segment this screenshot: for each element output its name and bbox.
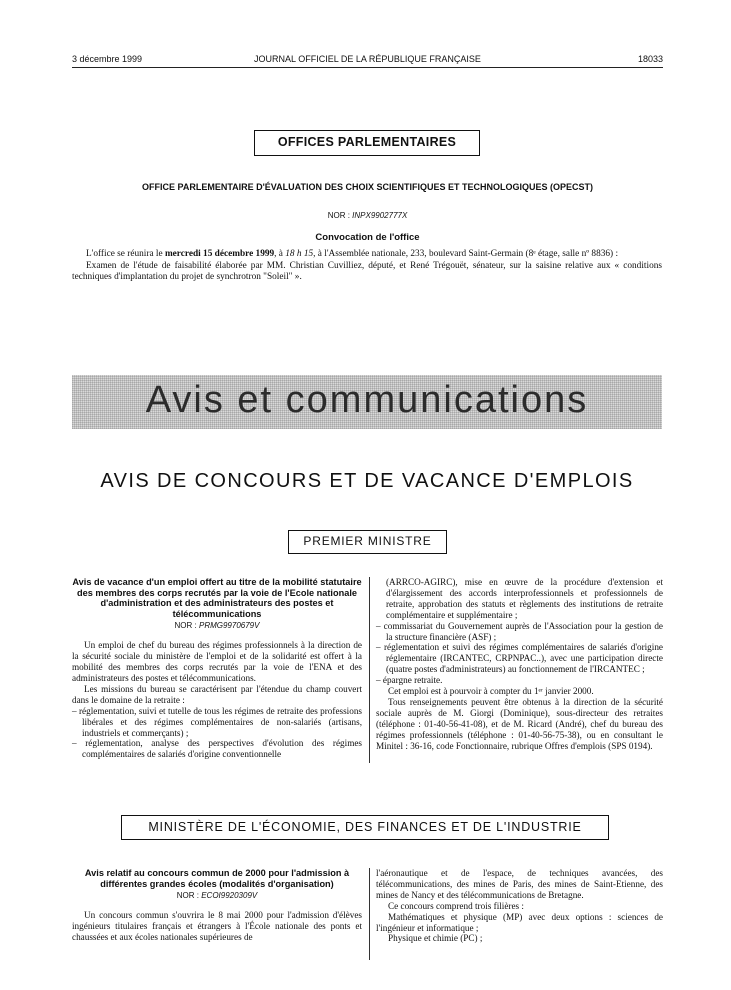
premier-paragraph-2: Les missions du bureau se caractérisent par l'étendue du champ couvert dans le domaine de la retraite : <box>72 683 362 705</box>
nor-code: INPX9902777X <box>352 211 408 220</box>
banner-title: Avis et communications <box>145 379 589 421</box>
economie-paragraph-2: Ce concours comprend trois filières : <box>388 900 524 911</box>
premier-paragraph-1: Un emploi de chef du bureau des régimes professionnels à la direction de la sécurité sociale du ministère de l'emploi et de la solidarité est offert à la mobilité des membres des corps recrutés par la voie de l'ENA et des administrateurs des postes et télécommunications. <box>72 640 362 683</box>
economie-paragraph-1: Un concours commun s'ouvrira le 8 mai 2000 pour l'admission d'élèves ingénieurs titulaires français et étrangers à l'École nationale des ponts et chaussées et aux écoles nationales supérieures de <box>72 910 362 942</box>
economie-paragraph-3: Mathématiques et physique (MP) avec deux options : sciences de l'ingénieur et informatique ; <box>376 911 663 933</box>
header-rule <box>72 67 663 68</box>
avis-concours-title: AVIS DE CONCOURS ET DE VACANCE D'EMPLOIS <box>100 470 634 492</box>
convocation-paragraph-1: L'office se réunira le mercredi 15 décembre 1999, à 18 h 15, à l'Assemblée nationale, 233, boulevard Saint-Germain (8ᵉ étage, salle nº 8836) : <box>86 249 619 259</box>
convocation-body <box>72 249 662 284</box>
premier-dash-item-1: – réglementation, suivi et tutelle de tous les régimes de retraite des professions libérales et des régimes complémentaires de non-salariés (artisans, industriels et commerçants) ; <box>72 705 362 738</box>
premier-dash-item-2: – réglementation, analyse des perspectives d'évolution des régimes complémentaires de salariés d'origine conventionnelle <box>72 738 362 760</box>
section-box-premier-ministre: PREMIER MINISTRE <box>288 530 447 554</box>
section-box-ministere-economie: MINISTÈRE DE L'ÉCONOMIE, DES FINANCES ET DE L'INDUSTRIE <box>121 815 609 840</box>
column-divider <box>369 577 370 763</box>
meeting-date: mercredi 15 décembre 1999 <box>164 249 275 259</box>
economie-nor: NOR : ECOI9920309V <box>176 891 258 901</box>
premier-notice-heading: Avis de vacance d'un emploi offert au titre de la mobilité statutaire des membres des corps recrutés par la voie de l'Ecole nationale d'administration et des administrateurs des postes et télécommunications <box>72 577 362 619</box>
nor-reference <box>72 211 663 220</box>
convocation-title: Convocation de l'office <box>315 232 420 243</box>
premier-dash-item-4: – réglementation et suivi des régimes complémentaires de salariés d'origine réglementaire (IRCANTEC, CRPNPAC..), avec une participation directe (quatre postes d'administrateurs) au fonctionnement de l'IRCANTEC ; <box>376 642 663 675</box>
premier-paragraph-4: Tous renseignements peuvent être obtenus à la direction de la sécurité sociale auprès de M. Giorgi (Dominique), sous-directeur des retraites (téléphone : 01-40-56-41-08), et de M. Ricard (André), chef du bureau des régimes professionnels (téléphone : 01-40-56-75-38), ou en consultant le Minitel : 36-16, code Fonctionnaire, rubrique Offres d'emplois (SPS 0194). <box>376 696 663 751</box>
premier-dash-item-5: – épargne retraite. <box>376 675 443 686</box>
economie-notice-heading: Avis relatif au concours commun de 2000 pour l'admission à différentes grandes écoles (modalités d'organisation) <box>84 868 350 889</box>
convocation-paragraph-2: Examen de l'étude de faisabilité élaborée par MM. Christian Cuvilliez, député, et René Trégouët, sénateur, sur la saisine relative aux « conditions techniques d'implantation du projet de synchrotron "Soleil" ». <box>72 260 662 283</box>
economie-right-column <box>376 868 663 944</box>
premier-nor: NOR : PRMG9970679V <box>174 621 260 631</box>
premier-right-column <box>376 577 663 752</box>
economie-continued-text: l'aéronautique et de l'espace, de techniques avancées, des télécommunications, des mines de Paris, des mines de Saint-Etienne, des mines de Nancy et des télécommunications de Bretagne. <box>376 868 663 900</box>
header-journal-title: JOURNAL OFFICIEL DE LA RÉPUBLIQUE FRANÇAISE <box>254 54 481 64</box>
premier-continued-item: (ARRCO-AGIRC), mise en œuvre de la procédure d'extension et d'élargissement des accords interprofessionnels et professionnels de retraite, approbation des statuts et règlements des institutions de retraite complémentaire et supplémentaire ; <box>386 577 663 620</box>
section-box-offices: OFFICES PARLEMENTAIRES <box>254 130 480 156</box>
premier-dash-item-3: – commissariat du Gouvernement auprès de l'Association pour la gestion de la structure financière (ASF) ; <box>376 620 663 642</box>
office-name: OFFICE PARLEMENTAIRE D'ÉVALUATION DES CHOIX SCIENTIFIQUES ET TECHNOLOGIQUES (OPECST) <box>142 182 593 192</box>
premier-left-column <box>72 577 362 760</box>
header-page-number: 18033 <box>637 54 663 64</box>
premier-paragraph-3: Cet emploi est à pourvoir à compter du 1ᵉʳ janvier 2000. <box>388 686 594 697</box>
economie-paragraph-4: Physique et chimie (PC) ; <box>388 933 483 944</box>
nor-label: NOR : <box>327 211 350 220</box>
column-divider-2 <box>369 868 370 960</box>
header-date: 3 décembre 1999 <box>72 54 143 64</box>
avis-communications-banner <box>72 375 662 429</box>
meeting-time: 18 h 15 <box>285 249 314 259</box>
economie-left-column <box>72 868 362 943</box>
